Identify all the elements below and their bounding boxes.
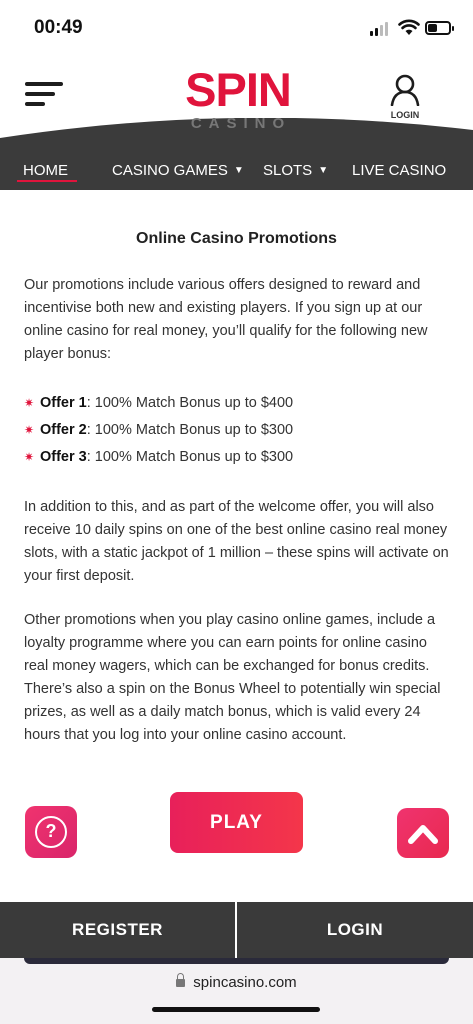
star-bullet-icon: ✷ <box>24 450 35 464</box>
bottom-action-bar <box>0 902 473 958</box>
offer-label: Offer 2 <box>40 422 87 438</box>
url-text: spincasino.com <box>193 974 297 991</box>
spin-casino-logo[interactable] <box>176 63 300 140</box>
nav-active-underline <box>17 180 77 182</box>
star-bullet-icon: ✷ <box>24 396 35 410</box>
header-login-label: LOGIN <box>390 110 420 120</box>
caret-down-icon: ▼ <box>318 165 329 176</box>
header-login-button[interactable] <box>384 74 426 120</box>
play-button[interactable]: PLAY <box>170 792 303 853</box>
loyalty-paragraph: Other promotions when you play casino online games, include a loyalty programme where you can earn points for online casino real money wagers, which can be exchanged for bonus credits. There’s also a spin on the Bonus Wheel to potentially win special prizes, as well as a daily match bonus, which is valid every 24 hours that you log into your online casino account. <box>24 612 441 743</box>
register-button[interactable]: REGISTER <box>72 920 163 939</box>
offer-label: Offer 3 <box>40 449 87 465</box>
page-title: Online Casino Promotions <box>136 230 337 247</box>
nav-home[interactable] <box>23 162 68 179</box>
login-button[interactable]: LOGIN <box>326 920 384 939</box>
nav-slots[interactable] <box>263 162 328 179</box>
logo-spin-text: SPIN <box>185 63 291 116</box>
menu-icon[interactable] <box>25 82 65 108</box>
nav-casino-games[interactable] <box>112 162 244 179</box>
battery-icon <box>425 21 451 35</box>
nav-casino-games-label: CASINO GAMES <box>112 162 228 179</box>
offer-text: : 100% Match Bonus up to $300 <box>86 449 294 465</box>
offer-label: Offer 1 <box>40 395 87 411</box>
help-button[interactable] <box>25 806 77 858</box>
intro-paragraph: Our promotions include various offers designed to reward and incentivise both new and existing players. If you sign up at our online casino for real money, you’ll qualify for the following new player bonus: <box>24 277 428 362</box>
offers-list <box>24 390 454 471</box>
welcome-offer-paragraph: In addition to this, and as part of the welcome offer, you will also receive 10 daily spins on one of the best online casino real money slots, with a static jackpot of 1 million – these spins will activate on your first deposit. <box>24 499 449 584</box>
status-time: 00:49 <box>34 17 83 38</box>
caret-down-icon: ▼ <box>233 165 244 176</box>
url-field[interactable] <box>0 974 473 991</box>
status-bar <box>0 0 473 56</box>
nav-live-casino-label: LIVE CASINO <box>352 162 447 179</box>
offer-item <box>24 417 454 444</box>
wifi-icon <box>398 18 420 36</box>
offer-text: : 100% Match Bonus up to $400 <box>86 395 294 411</box>
chevron-up-icon <box>407 820 439 846</box>
user-icon <box>390 74 420 106</box>
lock-icon <box>176 979 185 987</box>
offer-item <box>24 444 454 471</box>
nav-home-label: HOME <box>23 162 68 179</box>
main-nav <box>0 150 473 190</box>
nav-live-casino[interactable] <box>352 162 446 179</box>
signal-icon <box>370 22 388 36</box>
nav-slots-label: SLOTS <box>263 162 313 179</box>
help-icon: ? <box>35 816 67 848</box>
star-bullet-icon: ✷ <box>24 423 35 437</box>
page-peek <box>24 958 449 964</box>
offer-item <box>24 390 454 417</box>
logo-casino-text: CASINO <box>190 115 292 132</box>
browser-url-bar[interactable] <box>0 958 473 1024</box>
home-indicator[interactable] <box>152 1007 320 1012</box>
scroll-top-button[interactable] <box>397 808 449 858</box>
offer-text: : 100% Match Bonus up to $300 <box>86 422 294 438</box>
